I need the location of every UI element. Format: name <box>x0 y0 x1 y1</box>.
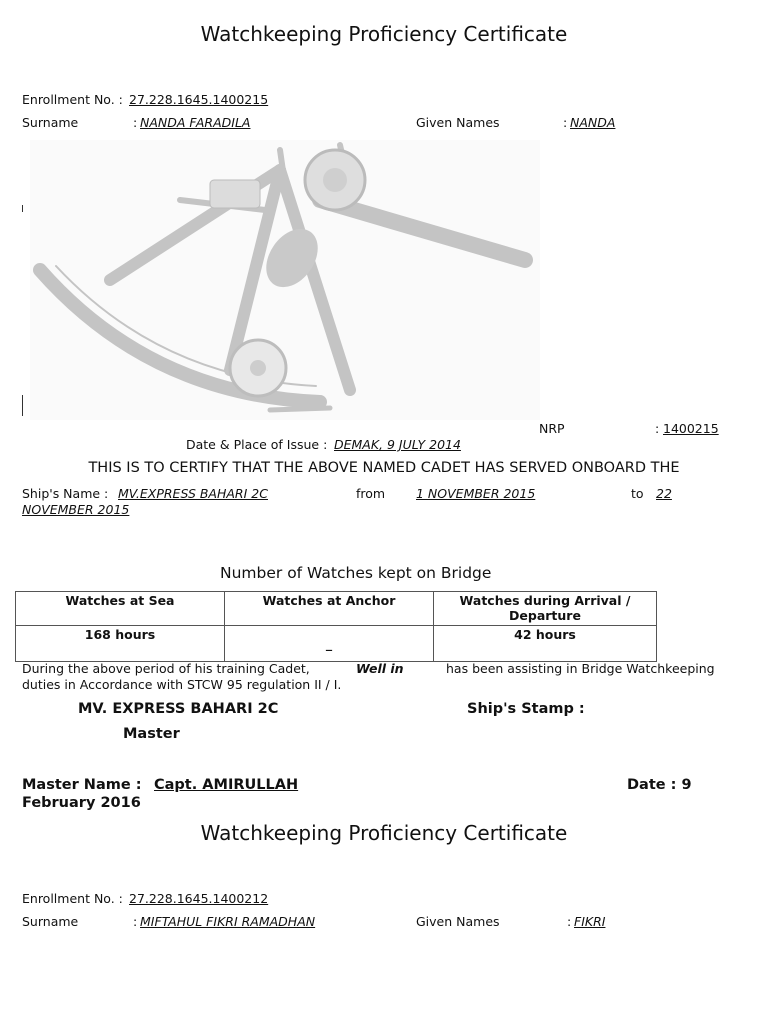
ship-name-value: MV.EXPRESS BAHARI 2C <box>118 486 268 501</box>
ship-name-bold: MV. EXPRESS BAHARI 2C <box>78 701 279 717</box>
header-watches-at-sea: Watches at Sea <box>16 592 225 626</box>
surname-label-2: Surname <box>22 914 79 929</box>
given-names-label-2: Given Names <box>416 914 500 929</box>
value-watches-at-sea: 168 hours <box>16 626 225 662</box>
enrollment-value: 27.228.1645.1400215 <box>129 92 269 107</box>
surname-value-2: MIFTAHUL FIKRI RAMADHAN <box>140 914 316 929</box>
table-row <box>16 626 657 662</box>
date-continued: February 2016 <box>22 795 141 811</box>
surname-colon: : <box>133 115 138 130</box>
watches-heading: Number of Watches kept on Bridge <box>220 564 492 582</box>
value-watches-at-anchor: _ <box>225 626 434 662</box>
issue-value: DEMAK, 9 JULY 2014 <box>334 437 461 452</box>
period-text-line2: duties in Accordance with STCW 95 regulation II / I. <box>22 677 342 692</box>
certify-statement: THIS IS TO CERTIFY THAT THE ABOVE NAMED CADET HAS SERVED ONBOARD THE <box>88 460 680 476</box>
ship-name-label: Ship's Name : <box>22 486 109 501</box>
period-text-end: has been assisting in Bridge Watchkeeping <box>446 661 715 676</box>
given-names-colon: : <box>563 115 568 130</box>
to-label: to <box>631 486 644 501</box>
table-header-row <box>16 592 657 626</box>
header-watches-at-anchor: Watches at Anchor <box>225 592 434 626</box>
ships-stamp-label: Ship's Stamp : <box>467 701 585 717</box>
margin-line <box>22 395 23 416</box>
master-label: Master <box>123 726 180 742</box>
to-value-day: 22 <box>656 486 672 501</box>
given-names-label: Given Names <box>416 115 500 130</box>
from-value: 1 NOVEMBER 2015 <box>416 486 536 501</box>
header-watches-arrival-departure: Watches during Arrival / Departure <box>434 592 657 626</box>
margin-tick <box>22 205 23 212</box>
sextant-image <box>30 140 540 420</box>
nrp-colon: : <box>655 421 660 436</box>
given-names-value-2: FIKRI <box>574 914 606 929</box>
given-names-value: NANDA <box>570 115 616 130</box>
surname-value: NANDA FARADILA <box>140 115 251 130</box>
issue-label: Date & Place of Issue : <box>186 437 328 452</box>
master-name-value: Capt. AMIRULLAH <box>154 777 299 793</box>
date-label: Date : 9 <box>627 777 692 793</box>
to-value-month: NOVEMBER 2015 <box>22 502 130 517</box>
value-watches-arrival-departure: 42 hours <box>434 626 657 662</box>
from-label: from <box>356 486 386 501</box>
certificate-title-2: Watchkeeping Proficiency Certificate <box>200 821 568 845</box>
enrollment-value-2: 27.228.1645.1400212 <box>129 891 269 906</box>
nrp-value: 1400215 <box>663 421 719 436</box>
nrp-label: NRP <box>539 421 565 436</box>
period-text-start: During the above period of his training Cadet, <box>22 661 310 676</box>
enrollment-label: Enrollment No. : <box>22 92 123 107</box>
period-well-in: Well in <box>356 661 404 676</box>
surname-label: Surname <box>22 115 79 130</box>
surname-colon-2: : <box>133 914 138 929</box>
enrollment-label-2: Enrollment No. : <box>22 891 123 906</box>
certificate-title: Watchkeeping Proficiency Certificate <box>200 22 568 46</box>
master-name-label: Master Name : <box>22 777 142 793</box>
given-names-colon-2: : <box>567 914 572 929</box>
watches-table <box>15 591 657 662</box>
